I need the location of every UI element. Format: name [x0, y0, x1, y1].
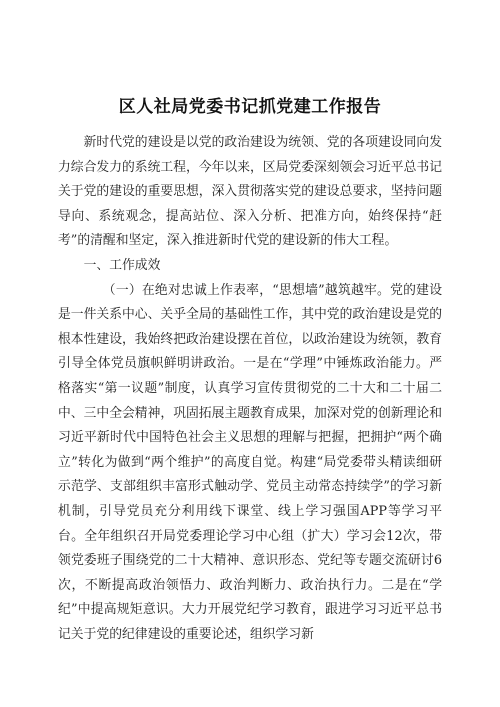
document-title: 区人社局党委书记抓党建工作报告: [118, 97, 382, 117]
body-paragraph: （一）在绝对忠诚上作表率，“思想墙”越筑越牢。党的建设是一件关系中心、关乎全局的基础性工作，其中党的政治建设是党的根本性建设，我始终把政治建设摆在首位，以政治建设为统领，教育引导全体党员旗帜鲜明讲政治。一是在“学理”中锤炼政治能力。严格落实“第一议题”制度，认真学习宣传贯彻党的二十大和二十届二中、三中全会精神，巩固拓展主题教育成果，加深对党的创新理论和习近平新时代中国特色社会主义思想的理解与把握，把拥护“两个确立”转化为做到“两个维护”的高度自觉。构建“局党委带头精读细研示范学、支部组织丰富形式触动学、党员主动常态持续学”的学习新机制，引导党员充分利用线下课堂、线上学习强国APP等学习平台。全年组织召开局党委理论学习中心组（扩大）学习会12次，带领党委班子围绕党的二十大精神、意识形态、党纪等专题交流研讨6次，不断提高政治领悟力、政治判断力、政治执行力。二是在“学纪”中提高规矩意识。大力开展党纪学习教育，跟进学习习近平总书记关于党的纪律建设的重要论述，组织学习新: [58, 282, 442, 642]
intro-paragraph: 新时代党的建设是以党的政治建设为统领、党的各项建设同向发力综合发力的系统工程，今年以来，区局党委深刻领会习近平总书记关于党的建设的重要思想，深入贯彻落实党的建设总要求，坚持问题导向、系统观念，提高站位、深入分析、把准方向，始终保持“赶考”的清醒和坚定，深入推进新时代党的建设新的伟大工程。: [58, 135, 442, 249]
section-heading: 一、工作成效: [83, 257, 161, 273]
